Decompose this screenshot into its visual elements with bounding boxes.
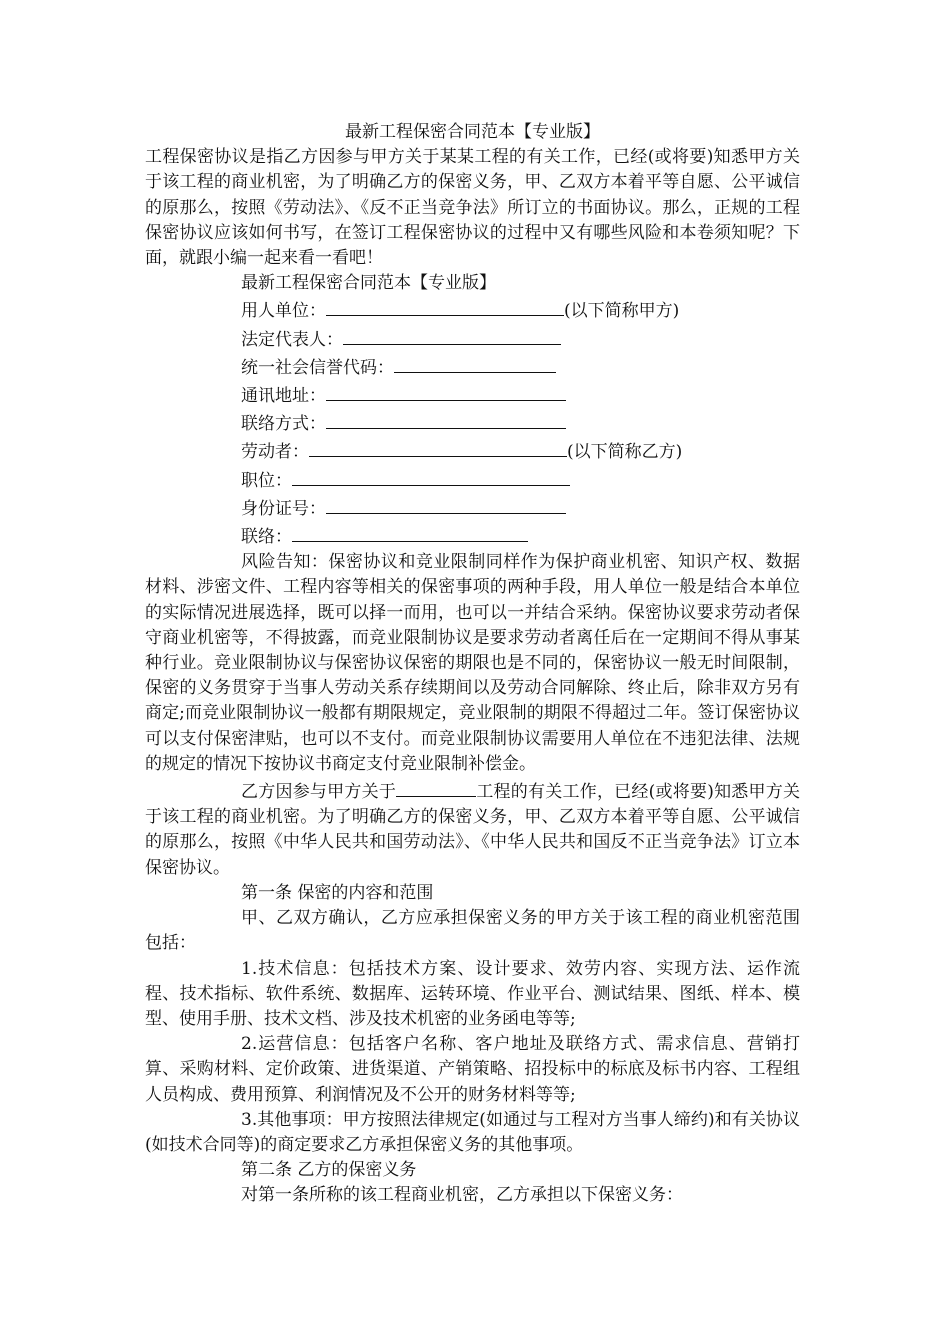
worker-label: 劳动者： — [241, 442, 309, 463]
position-label: 职位： — [241, 470, 292, 491]
worker-suffix: (以下简称乙方) — [567, 442, 683, 463]
position-field — [145, 466, 800, 494]
contact-method-blank — [326, 409, 566, 429]
article2-intro: 对第一条所称的该工程商业机密，乙方承担以下保密义务： — [241, 1185, 683, 1206]
credit-code-blank — [394, 353, 556, 373]
legal-rep-blank — [343, 325, 561, 345]
document-page — [145, 120, 800, 1209]
purpose-paragraph — [145, 777, 800, 881]
worker-field — [145, 437, 800, 465]
contact-blank — [292, 522, 528, 542]
contact-method-field — [145, 409, 800, 437]
article1-item-1: 1.技术信息：包括技术方案、设计要求、效劳内容、实现方法、运作流程、技术指标、软件系统、数据库、运转环境、作业平台、测试结果、图纸、样本、模型、使用手册、技术文档、涉及技术机密的业务函电等等; — [145, 958, 800, 1029]
document-title: 最新工程保密合同范本【专业版】 — [345, 122, 600, 142]
credit-code-label: 统一社会信誉代码： — [241, 357, 394, 378]
contract-subtitle: 最新工程保密合同范本【专业版】 — [241, 273, 496, 294]
id-field — [145, 494, 800, 522]
contact-field — [145, 522, 800, 550]
legal-rep-label: 法定代表人： — [241, 329, 343, 350]
intro-paragraph: 工程保密协议是指乙方因参与甲方关于某某工程的有关工作，已经(或将要)知悉甲方关于该工程的商业机密，为了明确乙方的保密义务，甲、乙双方本着平等自愿、公平诚信的原那么，按照《劳动法》、《反不正当竞争法》所订立的书面协议。那么，正规的工程保密协议应该如何书写，在签订工程保密协议的过程中又有哪些风险和本卷须知呢？下面，就跟小编一起来看一看吧！ — [145, 147, 800, 269]
id-label: 身份证号： — [241, 498, 326, 519]
id-blank — [326, 494, 566, 514]
credit-code-field — [145, 353, 800, 381]
purpose-text-after: 工程的有关工作，已经(或将要)知悉甲方关于该工程的商业机密。为了明确乙方的保密义务，甲、乙双方本着平等自愿、公平诚信的原那么，按照《中华人民共和国劳动法》、《中华人民共和国反不正当竞争法》订立本保密协议。 — [145, 782, 801, 878]
position-blank — [292, 466, 570, 486]
address-label: 通讯地址： — [241, 386, 326, 407]
article1-intro: 甲、乙双方确认，乙方应承担保密义务的甲方关于该工程的商业机密范围包括： — [145, 908, 800, 954]
article1-heading: 第一条 保密的内容和范围 — [241, 882, 434, 903]
project-name-blank — [396, 777, 476, 797]
risk-notice-paragraph: 风险告知：保密协议和竞业限制同样作为保护商业机密、知识产权、数据材料、涉密文件、工程内容等相关的保密事项的两种手段，用人单位一般是结合本单位的实际情况进展选择，既可以择一而用，也可以一并结合采纳。保密协议要求劳动者保守商业机密等，不得披露，而竞业限制协议是要求劳动者离任后在一定期间不得从事某种行业。竞业限制协议与保密协议保密的期限也是不同的，保密协议一般无时间限制，保密的义务贯穿于当事人劳动关系存续期间以及劳动合同解除、终止后，除非双方另有商定;而竞业限制协议一般都有期限规定，竞业限制的期限不得超过二年。签订保密协议可以支付保密津贴，也可以不支付。而竞业限制协议需要用人单位在不违犯法律、法规的规定的情况下按协议书商定支付竞业限制补偿金。 — [145, 552, 800, 774]
address-blank — [326, 381, 566, 401]
article2-heading: 第二条 乙方的保密义务 — [241, 1160, 417, 1181]
article1-item-2: 2.运营信息：包括客户名称、客户地址及联络方式、需求信息、营销打算、采购材料、定价政策、进货渠道、产销策略、招投标中的标底及标书内容、工程组人员构成、费用预算、利润情况及不公开的财务材料等等; — [145, 1034, 800, 1105]
employer-suffix: (以下简称甲方) — [564, 301, 680, 322]
employer-field — [145, 296, 800, 324]
legal-rep-field — [145, 325, 800, 353]
contact-method-label: 联络方式： — [241, 414, 326, 435]
employer-label: 用人单位： — [241, 301, 326, 322]
worker-blank — [309, 437, 567, 457]
employer-blank — [326, 296, 564, 316]
purpose-text-before: 乙方因参与甲方关于 — [241, 782, 397, 803]
article1-item-3: 3.其他事项：甲方按照法律规定(如通过与工程对方当事人缔约)和有关协议(如技术合同等)的商定要求乙方承担保密义务的其他事项。 — [145, 1109, 800, 1155]
address-field — [145, 381, 800, 409]
contact-label: 联络： — [241, 527, 292, 548]
